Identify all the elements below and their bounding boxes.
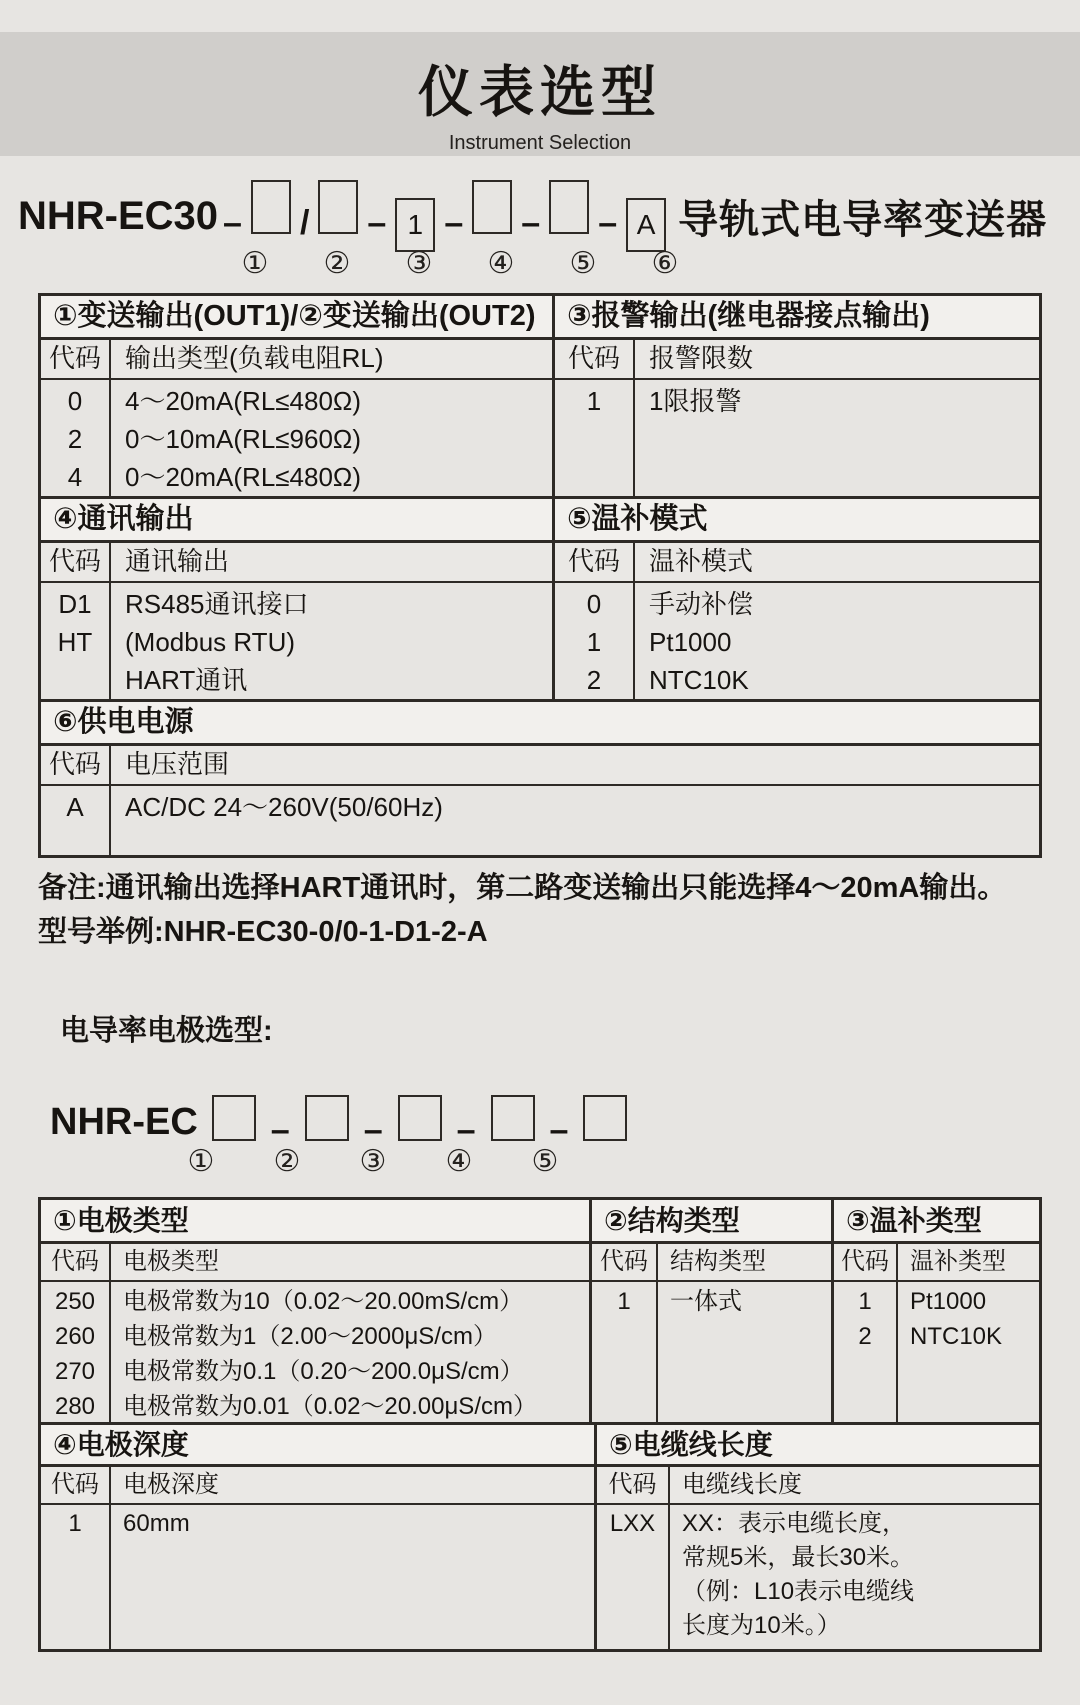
code-column-header: 代码 xyxy=(41,340,111,378)
notes-block xyxy=(38,866,1048,954)
section-title: ③报警输出(继电器接点输出) xyxy=(555,296,1039,340)
table-line: 手动补偿 xyxy=(649,589,754,619)
table-line: 270 xyxy=(54,1358,96,1385)
code-cell xyxy=(592,1282,658,1422)
code-column-header: 代码 xyxy=(41,1467,111,1503)
code-cell xyxy=(41,1505,111,1649)
code-cell xyxy=(41,786,111,855)
section-title: ⑤温补模式 xyxy=(555,499,1039,543)
model-code-box xyxy=(318,180,358,234)
desc-column-header: 电极类型 xyxy=(123,1248,219,1275)
column-header-row xyxy=(597,1467,1039,1505)
position-number: ⑤ xyxy=(531,1145,559,1178)
code-column-header: 代码 xyxy=(41,543,111,581)
table-line: 1 xyxy=(586,627,602,657)
table-line: 0 xyxy=(586,589,602,619)
column-header-row xyxy=(555,340,1039,380)
table-line: （例：L10表示电缆线 xyxy=(682,1578,915,1605)
table-body xyxy=(597,1505,1039,1649)
table-line: LXX xyxy=(609,1510,656,1537)
model1-position-numbers xyxy=(214,246,706,281)
column-header-row xyxy=(592,1244,831,1282)
column-header-row xyxy=(834,1244,1039,1282)
model-code-box: A xyxy=(626,198,666,252)
code-column-header: 代码 xyxy=(555,543,635,581)
position-number: ③ xyxy=(405,247,433,280)
desc-cell xyxy=(635,583,1039,699)
table-line: 1 xyxy=(68,1510,82,1537)
table-line: 1 xyxy=(586,386,602,416)
table-line: 2 xyxy=(586,665,602,695)
table-body xyxy=(41,1505,594,1649)
code-cell xyxy=(41,1282,111,1422)
page-subtitle: Instrument Selection xyxy=(448,132,632,154)
position-number: ④ xyxy=(487,247,515,280)
table-line: D1 xyxy=(58,589,92,619)
code-cell xyxy=(555,380,635,496)
desc-column-header: 输出类型(负载电阻RL) xyxy=(125,343,384,373)
table1-section-row-2 xyxy=(41,496,1039,699)
table-line: 电极常数为10（0.02～20.00mS/cm） xyxy=(123,1288,524,1315)
table-line: 280 xyxy=(54,1393,96,1420)
table-body xyxy=(41,786,1039,855)
model-separator: – xyxy=(223,204,242,242)
model1-prefix: NHR-EC30 xyxy=(18,193,219,238)
column-header-row xyxy=(41,1244,589,1282)
table-line: HART通讯 xyxy=(125,665,248,695)
table-line: A xyxy=(66,792,84,822)
table1-alarm-output-section xyxy=(555,296,1039,496)
table-line: XX：表示电缆长度， xyxy=(682,1510,907,1537)
table-line: 2 xyxy=(67,424,83,454)
section-title: ⑥供电电源 xyxy=(41,702,1039,746)
table-line: 一体式 xyxy=(670,1288,742,1315)
table-line: 4 xyxy=(67,462,83,492)
code-column-header: 代码 xyxy=(592,1244,658,1280)
page-banner xyxy=(0,32,1080,156)
desc-cell xyxy=(111,786,1039,855)
section-title: ②结构类型 xyxy=(592,1200,831,1244)
table-line: 2 xyxy=(858,1323,872,1350)
desc-column-header: 电缆线长度 xyxy=(682,1471,802,1498)
code-cell xyxy=(41,583,111,699)
model-separator: – xyxy=(363,1110,383,1149)
table-body xyxy=(834,1282,1039,1422)
position-number: ⑤ xyxy=(569,247,597,280)
table-line: 1 xyxy=(858,1288,872,1315)
column-header-row xyxy=(41,543,552,583)
position-number: ④ xyxy=(445,1145,473,1178)
desc-column-header: 结构类型 xyxy=(670,1248,766,1275)
table-body xyxy=(592,1282,831,1422)
model-separator: – xyxy=(549,1110,569,1149)
column-header-row xyxy=(41,746,1039,786)
electrode-selection-table xyxy=(38,1197,1042,1652)
desc-cell xyxy=(658,1282,831,1422)
desc-cell xyxy=(898,1282,1039,1422)
model-code-box xyxy=(549,180,589,234)
table-line: NTC10K xyxy=(910,1323,1003,1350)
section-title: ①电极类型 xyxy=(41,1200,589,1244)
table-line: 4～20mA(RL≤480Ω) xyxy=(125,386,362,416)
code-column-header: 代码 xyxy=(834,1244,898,1280)
table-line: HT xyxy=(57,627,93,657)
column-header-row xyxy=(41,1467,594,1505)
model1-suffix: 导轨式电导率变送器 xyxy=(678,197,1048,242)
model2-prefix: NHR-EC xyxy=(50,1100,198,1143)
table1-comm-output-section xyxy=(41,499,555,699)
table-line: 60mm xyxy=(123,1510,190,1537)
table2-electrode-depth-section xyxy=(41,1425,597,1649)
model2-code-line xyxy=(50,1094,637,1150)
position-number: ③ xyxy=(359,1145,387,1178)
model-code-box xyxy=(583,1095,627,1141)
column-header-row xyxy=(41,340,552,380)
position-number: ⑥ xyxy=(651,247,679,280)
table1-temp-comp-section xyxy=(555,499,1039,699)
table-body xyxy=(41,583,552,699)
position-number: ② xyxy=(323,247,351,280)
table-line: 0 xyxy=(67,386,83,416)
table-line: AC/DC 24～260V(50/60Hz) xyxy=(125,792,443,822)
table-line: Pt1000 xyxy=(910,1288,987,1315)
table-line: 电极常数为1（2.00～2000μS/cm） xyxy=(123,1323,497,1350)
desc-cell xyxy=(111,1282,589,1422)
desc-column-header: 电极深度 xyxy=(123,1471,219,1498)
model1-code-boxes xyxy=(218,180,670,252)
desc-column-header: 报警限数 xyxy=(649,343,754,373)
table-line: 长度为10米。） xyxy=(682,1612,841,1639)
desc-column-header: 通讯输出 xyxy=(125,546,230,576)
model1-code-line xyxy=(18,184,1047,248)
section-title: ①变送输出(OUT1)/②变送输出(OUT2) xyxy=(41,296,552,340)
model-code-box: 1 xyxy=(395,198,435,252)
model-code-box xyxy=(305,1095,349,1141)
model-code-box xyxy=(251,180,291,234)
code-cell xyxy=(555,583,635,699)
table-line: 260 xyxy=(54,1323,96,1350)
table-line: RS485通讯接口 xyxy=(125,589,309,619)
code-column-header: 代码 xyxy=(41,746,111,784)
position-number: ① xyxy=(241,247,269,280)
model2-position-numbers xyxy=(158,1144,588,1179)
table2-electrode-type-section xyxy=(41,1200,592,1422)
table2-temp-comp-type-section xyxy=(834,1200,1039,1422)
table-body xyxy=(41,1282,589,1422)
table-line: 1限报警 xyxy=(649,386,742,416)
table1-transmit-output-section xyxy=(41,296,555,496)
column-header-row xyxy=(555,543,1039,583)
model-separator: – xyxy=(521,204,541,242)
table-line: 0～20mA(RL≤480Ω) xyxy=(125,462,362,492)
table1-section-row-1 xyxy=(41,296,1039,496)
table2-section-row-2 xyxy=(41,1422,1039,1649)
desc-cell xyxy=(111,1505,594,1649)
model-separator: – xyxy=(444,204,464,242)
code-column-header: 代码 xyxy=(41,1244,111,1280)
model-code-box xyxy=(491,1095,535,1141)
section-title: ⑤电缆线长度 xyxy=(597,1425,1039,1467)
desc-column-header: 温补模式 xyxy=(649,546,754,576)
model2-code-boxes xyxy=(198,1095,638,1150)
table1-power-supply-section xyxy=(41,699,1039,855)
position-number: ② xyxy=(273,1145,301,1178)
model-code-box xyxy=(472,180,512,234)
table-line: 电极常数为0.1（0.20～200.0μS/cm） xyxy=(123,1358,524,1385)
section-title: ④电极深度 xyxy=(41,1425,594,1467)
table-line: 250 xyxy=(54,1288,96,1315)
table-line: NTC10K xyxy=(649,665,749,695)
model-code-box xyxy=(398,1095,442,1141)
desc-cell xyxy=(635,380,1039,496)
code-cell xyxy=(834,1282,898,1422)
desc-cell xyxy=(111,583,552,699)
table-line: 常规5米，最长30米。 xyxy=(682,1544,915,1571)
table2-section-row-1 xyxy=(41,1200,1039,1422)
table2-cable-length-section xyxy=(597,1425,1039,1649)
code-column-header: 代码 xyxy=(597,1467,670,1503)
note-model-example: 型号举例:NHR-EC30-0/0-1-D1-2-A xyxy=(38,916,488,948)
desc-column-header: 电压范围 xyxy=(125,749,230,779)
instrument-selection-table xyxy=(38,293,1042,858)
model-separator: – xyxy=(270,1110,290,1149)
model-separator: / xyxy=(299,204,310,242)
table-body xyxy=(555,583,1039,699)
table-line: 0～10mA(RL≤960Ω) xyxy=(125,424,362,454)
table-line: 1 xyxy=(617,1288,631,1315)
code-cell xyxy=(597,1505,670,1649)
section-title: ③温补类型 xyxy=(834,1200,1039,1244)
desc-cell xyxy=(670,1505,1039,1649)
position-number: ① xyxy=(187,1145,215,1178)
model-separator: – xyxy=(598,204,618,242)
page-title: 仪表选型 xyxy=(417,61,662,123)
code-column-header: 代码 xyxy=(555,340,635,378)
table-line: 电极常数为0.01（0.02～20.00μS/cm） xyxy=(123,1393,537,1420)
model-separator: – xyxy=(456,1110,476,1149)
desc-column-header: 温补类型 xyxy=(910,1248,1006,1275)
note-remark: 备注:通讯输出选择HART通讯时，第二路变送输出只能选择4～20mA输出。 xyxy=(38,872,1007,904)
desc-cell xyxy=(111,380,552,496)
table-body xyxy=(555,380,1039,496)
table-line: (Modbus RTU) xyxy=(125,627,296,657)
model-separator: – xyxy=(367,204,387,242)
table-line: Pt1000 xyxy=(649,627,732,657)
table2-structure-type-section xyxy=(592,1200,834,1422)
model-code-box xyxy=(212,1095,256,1141)
electrode-selection-heading: 电导率电极选型: xyxy=(60,1015,273,1047)
section-title: ④通讯输出 xyxy=(41,499,552,543)
code-cell xyxy=(41,380,111,496)
table-body xyxy=(41,380,552,496)
